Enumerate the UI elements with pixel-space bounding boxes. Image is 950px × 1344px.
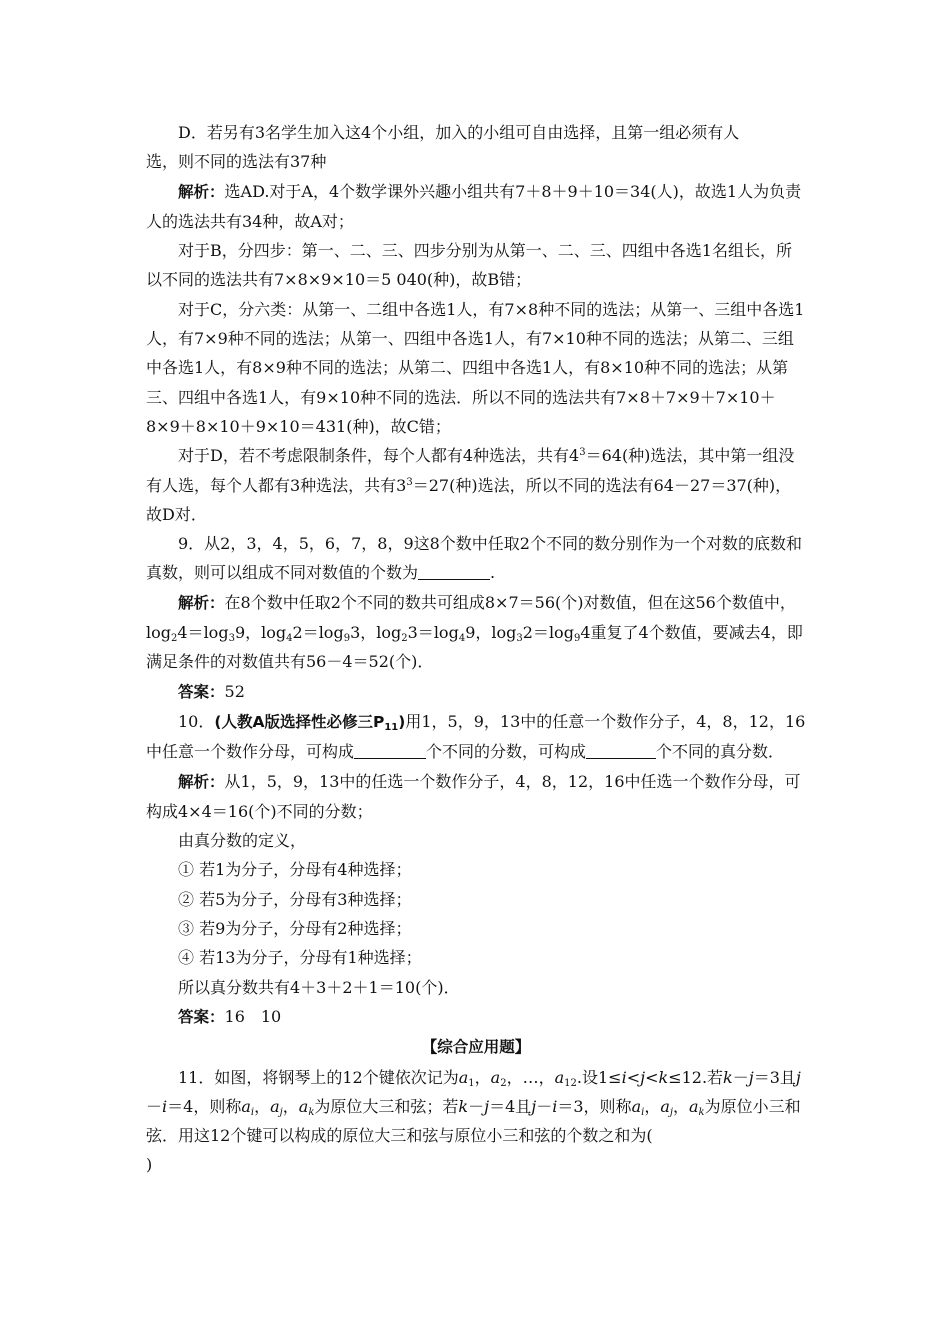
q10-answer-blank-2: [586, 740, 656, 759]
q8-analysis-a: 解析：选AD.对于A，4个数学课外兴趣小组共有7＋8＋9＋10＝34(人)，故选1人为负责人的选法共有34种，故A对；: [146, 181, 802, 231]
answer-label: 答案：: [178, 682, 225, 701]
q10-case-3: ③ 若9为分子，分母有2种选择；: [178, 919, 412, 939]
q10-answer-blank-1: [354, 740, 426, 759]
q10-definition: 由真分数的定义，: [178, 831, 307, 851]
q10-source: (人教A版选择性必修三$P_{11}$): [214, 712, 406, 733]
q9-analysis: 解析：在8个数中任取2个不同的数共可组成8×7＝56(个)对数值，但在这56个数值中，$\log_24=\log_39$，$\log_42=\log_93$，$\log_23=\log_49$，$\log_32=\log_94$重复了4个数值，要减去4，即满足条件的对数值共有56－4＝52(个)．: [146, 592, 803, 672]
q10-total: 所以真分数共有4＋3＋2＋1＝10(个)．: [178, 977, 460, 997]
q8-option-d-cont: 选，则不同的选法有37种: [146, 152, 327, 172]
q10-case-4: ④ 若13为分子，分母有1种选择；: [178, 948, 422, 968]
q10-case-2: ② 若5为分子，分母有3种选择；: [178, 889, 412, 909]
q10-analysis: 解析：从1，5，9，13中的任选一个数作分子，4，8，12，16中任选一个数作分母，可构成4×4＝16(个)不同的分数；: [146, 771, 801, 821]
analysis-label: 解析：: [178, 772, 225, 791]
q8-analysis-b: 对于B，分四步：第一、二、三、四步分别为从第一、二、三、四组中各选1名组长，所以不同的选法共有7×8×9×10＝5 040(种)，故B错；: [146, 241, 792, 290]
section-title: 【综合应用题】: [421, 1038, 531, 1057]
q9-question: 9．从2，3，4，5，6，7，8，9这8个数中任取2个不同的数分别作为一个对数的底数和真数，则可以组成不同对数值的个数为 .: [146, 534, 802, 583]
q9-answer-blank: [418, 561, 490, 580]
analysis-label: 解析：: [178, 182, 225, 201]
q10-case-1: ① 若1为分子，分母有4种选择；: [178, 860, 412, 880]
q11-question: 11．如图，将钢琴上的12个键依次记为$a_1$，$a_2$，…，$a_{12}$.设1≤i<j<k≤12.若k－j＝3且j－i＝4，则称$a_i$，$a_j$，$a_k$为原位大三和弦；若k－j＝4且j－i＝3，则称$a_i$，$a_j$，$a_k$为原位小三和弦．用这12个键可以构成的原位大三和弦与原位小三和弦的个数之和为(: [146, 1067, 801, 1146]
answer-label: 答案：: [178, 1007, 225, 1026]
q10-answer: 答案：16 10: [178, 1006, 282, 1026]
document-body: [146, 118, 806, 1180]
q11-question-end: ): [146, 1155, 153, 1175]
q10-question: 10．(人教A版选择性必修三$P_{11}$)用1，5，9，13中的任意一个数作分子，4，8，12，16中任意一个数作分母，可构成 个不同的分数，可构成 个不同的真分数．: [146, 711, 806, 762]
q8-analysis-c: 对于C，分六类：从第一、二组中各选1人，有7×8种不同的选法；从第一、三组中各选1人，有7×9种不同的选法；从第一、四组中各选1人，有7×10种不同的选法；从第二、三组中各选1人，有8×9种不同的选法；从第二、四组中各选1人，有8×10种不同的选法；从第三、四组中各选1人，有9×10种不同的选法．所以不同的选法共有7×8＋7×9＋7×10＋8×9＋8×10＋9×10＝431(种)，故C错；: [146, 299, 805, 436]
analysis-label: 解析：: [178, 593, 225, 612]
q9-answer: 答案：52: [178, 681, 245, 701]
q8-option-d: D．若另有3名学生加入这4个小组，加入的小组可自由选择，且第一组必须有人: [178, 123, 740, 142]
q8-analysis-d: 对于D，若不考虑限制条件，每个人都有4种选法，共有$4^3=64$(种)选法，其中第一组没有人选，每个人都有3种选法，共有$3^3=27$(种)选法，所以不同的选法有64－27＝37(种)，故D对．: [146, 446, 795, 524]
